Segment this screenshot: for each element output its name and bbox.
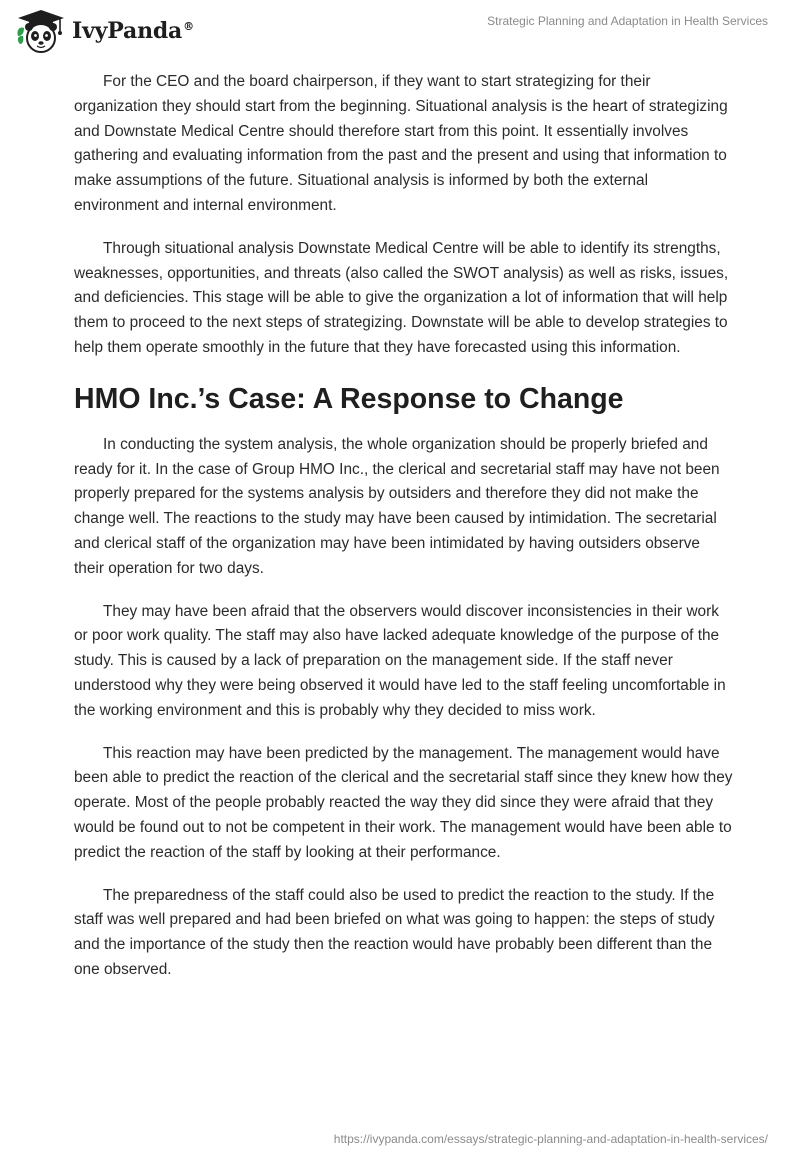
logo-wordmark	[72, 18, 194, 44]
section-heading: HMO Inc.’s Case: A Response to Change	[74, 382, 624, 415]
panda-graduate-icon	[14, 8, 68, 54]
paragraph: They may have been afraid that the observers would discover inconsistencies in their work or poor work quality. The staff may also have lacked adequate knowledge of the purpose of the study. This is caused by a lack of preparation on the management side. If the staff never understood why they were being observed it would have led to the staff feeling uncomfortable in the working environment and this is probably why they decided to miss work.	[74, 602, 726, 719]
source-url[interactable]: https://ivypanda.com/essays/strategic-planning-and-adaptation-in-health-services/	[333, 1132, 768, 1146]
document-title: Strategic Planning and Adaptation in Health Services	[487, 14, 768, 28]
paragraph: Through situational analysis Downstate Medical Centre will be able to identify its strengths, weaknesses, opportunities, and threats (also called the SWOT analysis) as well as risks, issues, and deficiencies. This stage will be able to give the organization a lot of information that will help them to proceed to the next steps of strategizing. Downstate will be able to develop strategies to help them operate smoothly in the future that they have forecasted using this information.	[74, 239, 729, 356]
page-header	[0, 0, 800, 62]
paragraph: This reaction may have been predicted by the management. The management would have been able to predict the reaction of the clerical and the secretarial staff since they knew how they operate. Most of the people probably reacted the way they did since they were afraid that they would be found out to not be competent in their work. The management would have been able to predict the reaction of the staff by looking at their performance.	[74, 744, 733, 861]
ivypanda-logo[interactable]	[14, 8, 194, 54]
paragraph: The preparedness of the staff could also be used to predict the reaction to the study. If the staff was well prepared and had been briefed on what was going to happen: the steps of study and the importance of the study then the reaction would have probably been different than the one observed.	[74, 886, 715, 978]
paragraph: For the CEO and the board chairperson, if they want to start strategizing for their organization they should start from the beginning. Situational analysis is the heart of strategizing and Downstate Medical Centre should therefore start from this point. It essentially involves gathering and evaluating information from the past and the present and using that information to make assumptions of the future. Situational analysis is informed by both the external environment and internal environment.	[74, 73, 728, 214]
paragraph: In conducting the system analysis, the whole organization should be properly briefed and ready for it. In the case of Group HMO Inc., the clerical and secretarial staff may have not been properly prepared for the systems analysis by outsiders and therefore they did not make the change well. The reactions to the study may have been caused by intimidation. The secretarial and clerical staff of the organization may have been intimidated by having outsiders observe their operation for two days.	[74, 435, 720, 577]
registered-mark: ®	[183, 19, 194, 33]
essay-body	[74, 70, 734, 1001]
logo-text: IvyPanda	[72, 18, 183, 44]
